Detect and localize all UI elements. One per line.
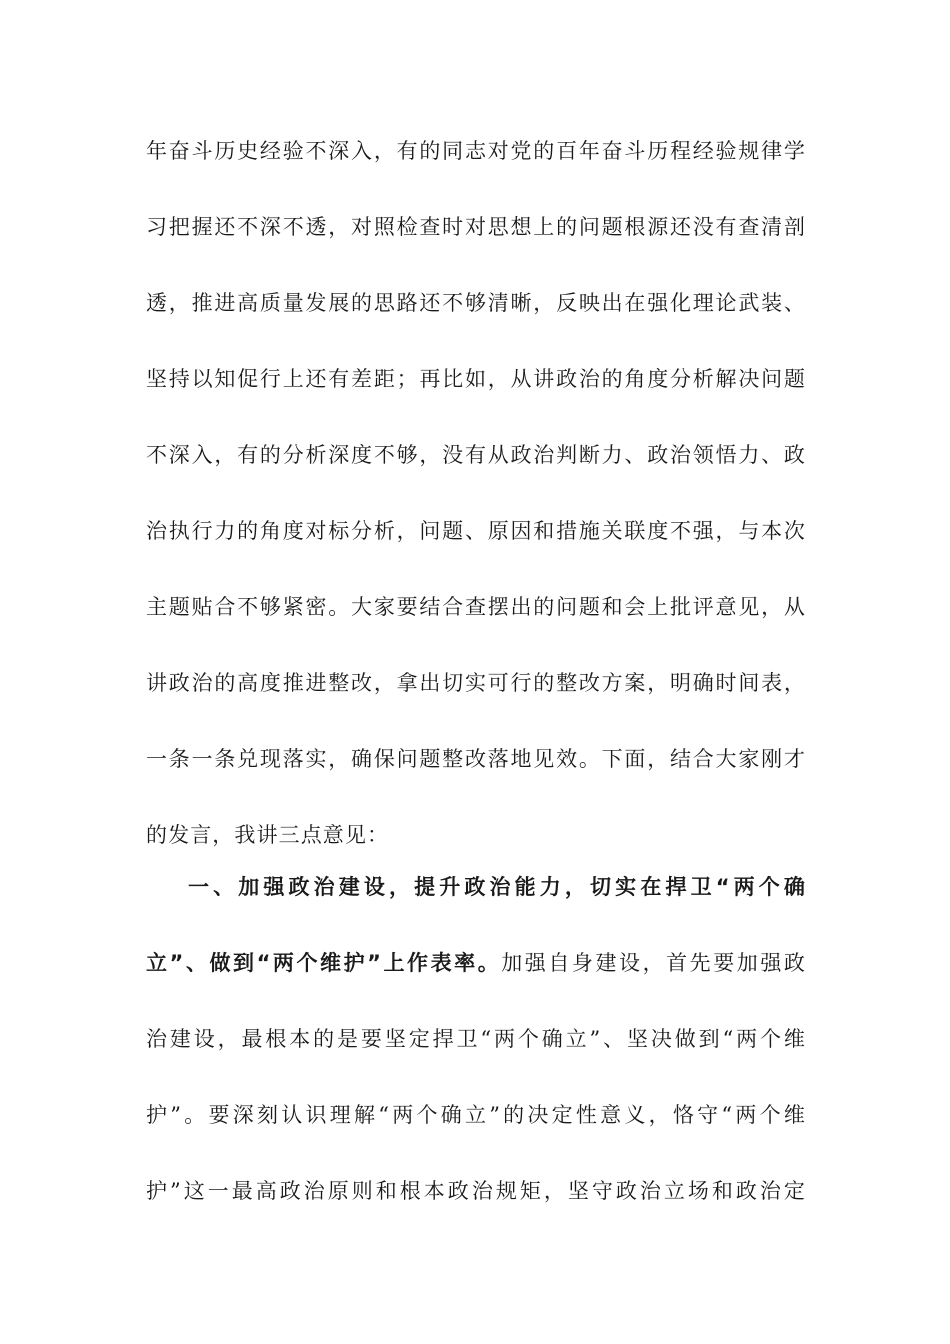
paragraph-text: 加强自身建设，首先要加强政 — [501, 951, 806, 975]
paragraph-line: 不深入，有的分析深度不够，没有从政治判断力、政治领悟力、政 — [146, 443, 806, 467]
paragraph-line: 年奋斗历史经验不深入，有的同志对党的百年奋斗历程经验规律学 — [146, 139, 806, 163]
paragraph-line: 的发言，我讲三点意见： — [146, 823, 390, 847]
paragraph-line: 治执行力的角度对标分析，问题、原因和措施关联度不强，与本次 — [146, 519, 806, 543]
paragraph-line: 透，推进高质量发展的思路还不够清晰，反映出在强化理论武装、 — [146, 291, 806, 315]
paragraph-line: 护”。要深刻认识理解“两个确立”的决定性意义，恪守“两个维 — [146, 1103, 806, 1127]
paragraph-line: 习把握还不深不透，对照检查时对思想上的问题根源还没有查清剖 — [146, 215, 806, 239]
paragraph-line: 讲政治的高度推进整改，拿出切实可行的整改方案，明确时间表， — [146, 671, 806, 695]
section-heading: 一、加强政治建设，提升政治能力，切实在捍卫“两个确 — [188, 875, 806, 899]
paragraph-line: 主题贴合不够紧密。大家要结合查摆出的问题和会上批评意见，从 — [146, 595, 806, 619]
paragraph-line: 一条一条兑现落实，确保问题整改落地见效。下面，结合大家刚才 — [146, 747, 806, 771]
paragraph-line: 治建设，最根本的是要坚定捍卫“两个确立”、坚决做到“两个维 — [146, 1027, 806, 1051]
section-heading-continuation — [146, 943, 806, 983]
section-heading-tail: 立”、做到“两个维护”上作表率。 — [146, 951, 502, 975]
paragraph-line: 坚持以知促行上还有差距；再比如，从讲政治的角度分析解决问题 — [146, 367, 806, 391]
paragraph-line: 护”这一最高政治原则和根本政治规矩，坚守政治立场和政治定 — [146, 1179, 806, 1203]
